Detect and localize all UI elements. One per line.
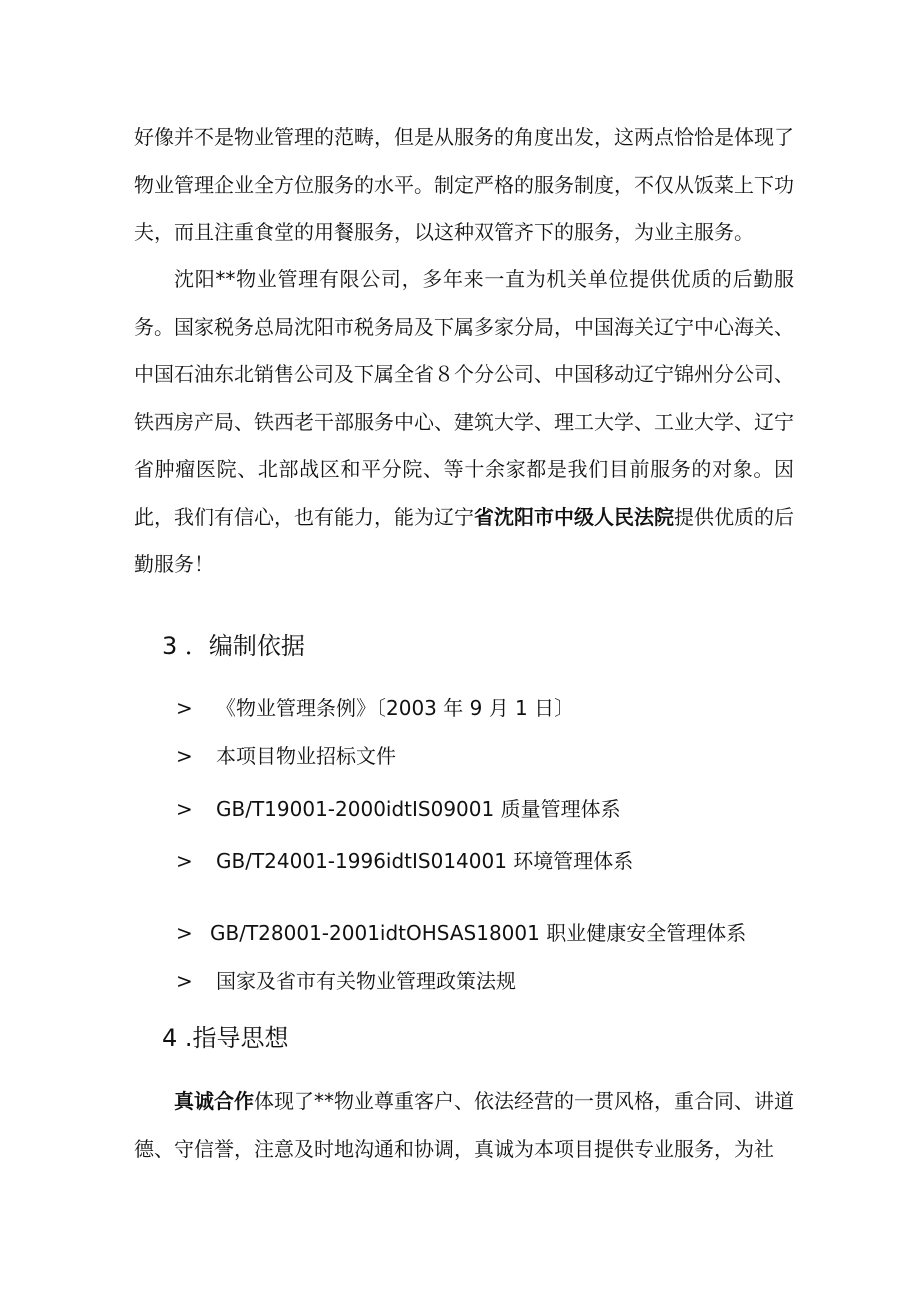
paragraph-text: 沈阳**物业管理有限公司，多年来一直为机关单位提供优质的后勤服务。国家税务总局沈阳市税务局及下属多家分局，中国海关辽宁中心海关、中国石油东北销售公司及下属全省８个分公司、中国移动辽宁锦州分公司、铁西房产局、铁西老干部服务中心、建筑大学、理工大学、工业大学、辽宁省肿瘤医院、北部战区和平分院、等十余家都是我们目前服务的对象。因此，我们有信心，也有能力，能为辽宁	[134, 267, 794, 529]
list-item	[176, 742, 396, 770]
bold-sincere-cooperation: 真诚合作	[174, 1089, 254, 1113]
bold-court-name: 省沈阳市中级人民法院	[474, 504, 674, 529]
paragraph-company-intro	[134, 256, 794, 589]
chevron-right-icon: >	[176, 921, 193, 945]
chevron-right-icon: >	[176, 849, 193, 873]
paragraph-service-scope	[134, 114, 794, 257]
chevron-right-icon: >	[176, 969, 193, 993]
chevron-right-icon: >	[176, 797, 193, 821]
paragraph-text-end: 提供优质的后勤服务！	[134, 504, 794, 576]
list-item-text: 国家及省市有关物业管理政策法规	[216, 969, 516, 993]
list-item-text: 《物业管理条例》〔2003 年 9 月 1 日〕	[216, 696, 575, 720]
list-item-text: GB/T28001-2001idtOHSAS18001 职业健康安全管理体系	[210, 921, 747, 945]
list-item-text: 本项目物业招标文件	[216, 744, 396, 768]
paragraph-text: 体现了**物业尊重客户、依法经营的一贯风格，重合同、讲道德、守信誉，注意及时地沟通和协调，真诚为本项目提供专业服务，为社	[134, 1089, 794, 1161]
list-item	[176, 795, 621, 823]
paragraph-text: 好像并不是物业管理的范畴，但是从服务的角度出发，这两点恰恰是体现了物业管理企业全方位服务的水平。制定严格的服务制度，不仅从饭菜上下功夫，而且注重食堂的用餐服务，以这种双管齐下的服务，为业主服务。	[134, 125, 794, 244]
chevron-right-icon: >	[176, 744, 193, 768]
chevron-right-icon: >	[176, 696, 193, 720]
list-item	[176, 967, 516, 995]
list-item	[176, 919, 746, 947]
list-item-text: GB/T24001-1996idtIS014001 环境管理体系	[216, 849, 634, 873]
list-item	[176, 847, 633, 875]
section-heading-basis: 3 ．编制依据	[162, 632, 305, 660]
list-item-text: GB/T19001-2000idtIS09001 质量管理体系	[216, 797, 621, 821]
paragraph-cooperation	[134, 1078, 794, 1173]
section-heading-guiding-principle: 4 .指导思想	[162, 1024, 289, 1052]
list-item	[176, 694, 574, 722]
